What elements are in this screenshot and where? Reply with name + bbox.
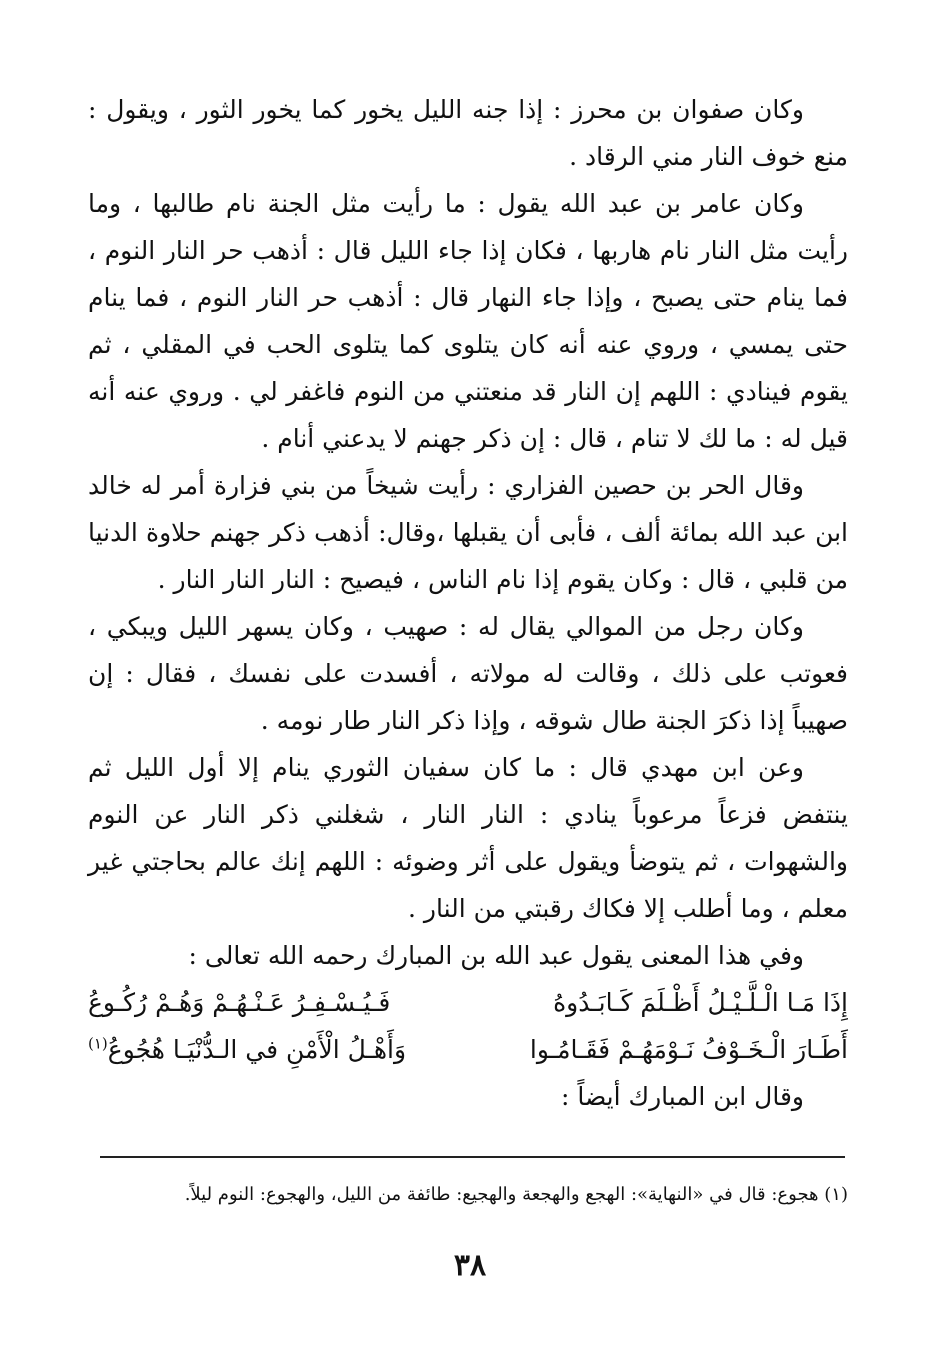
page-number: ٣٨ [453,1248,487,1283]
verse-second-hemistich [88,1026,448,1073]
main-text [88,86,848,1120]
poem [88,979,848,1073]
paragraph-suhaib: وكان رجل من الموالي يقال له : صهيب ، وكان يسهر الليل ويبكي ، فعوتب على ذلك ، وقالت له مولاته ، أفسدت على نفسك ، فقال : إن صهيباً إذا ذكرَ الجنة طال شوقه ، وإذا ذكر النار طار نومه . [88,612,848,735]
paragraph-hurr: وقال الحر بن حصين الفزاري : رأيت شيخاً من بني فزارة أمر له خالد ابن عبد الله بمائة ألف ، فأبى أن يقبلها ،وقال: أذهب ذكر جهنم حلاوة الدنيا من قلبي ، قال : وكان يقوم إذا نام الناس ، فيصيح : النار النار النار . [88,471,848,594]
verse-second-text: وَأَهْـلُ الْأَمْنِ في الـدُّنْيَـا هُجُوعُ [107,1035,407,1064]
footnote-marker: (١) [88,1034,108,1053]
footnote: (١) هجوع: قال في «النهاية»: الهجع والهجعة والهجيع: طائفة من الليل، والهجوع: النوم ليلاً. [184,1184,848,1205]
verse-first-hemistich: أَطَـارَ الْـخَـوْفُ نَـوْمَهُـمْ فَقَـامُـوا [529,1035,848,1064]
paragraph-ibn-mahdi: وعن ابن مهدي قال : ما كان سفيان الثوري ينام إلا أول الليل ثم ينتفض فزعاً مرعوباً ينادي : النار النار ، شغلني ذكر النار عن النوم والشهوات ، ثم يتوضأ ويقول على أثر وضوئه : اللهم إنك عالم بحاجتي غير معلم ، وما أطلب إلا فكاك رقبتي من النار . [88,753,848,923]
poem-verse [88,979,848,1026]
verse-second-hemistich: فَـيُـسْـفِـرُ عَـنْـهُـمْ وَهُـمْ رُكُـوعُ [88,988,391,1017]
poem-intro: وفي هذا المعنى يقول عبد الله بن المبارك رحمه الله تعالى : [188,941,804,970]
paragraph-amir: وكان عامر بن عبد الله يقول : ما رأيت مثل الجنة نام طالبها ، وما رأيت مثل النار نام هاربها ، فكان إذا جاء الليل قال : أذهب حر النار النوم ، فما ينام حتى يصبح ، وإذا جاء النهار قال : أذهب حر النار النوم ، فما ينام حتى يمسي ، وروي عنه أنه كان يتلوى كما يتلوى الحب في المقلي ، ثم يقوم فينادي : اللهم إن النار قد منعتني من النوم فاغفر لي . وروي عنه أنه قيل له : ما لك لا تنام ، قال : إن ذكر جهنم لا يدعني أنام . [88,189,848,453]
footnote-separator [100,1156,845,1158]
poem-verse [88,1026,848,1073]
verse-first-hemistich: إِذَا مَـا الْـلَّـيْـلُ أَظْـلَمَ كَـابَـدُوهُ [553,988,848,1017]
after-poem-line: وقال ابن المبارك أيضاً : [560,1082,804,1111]
paragraph-safwan: وكان صفوان بن محرز : إذا جنه الليل يخور كما يخور الثور ، ويقول : منع خوف النار مني الرقاد . [88,95,848,171]
